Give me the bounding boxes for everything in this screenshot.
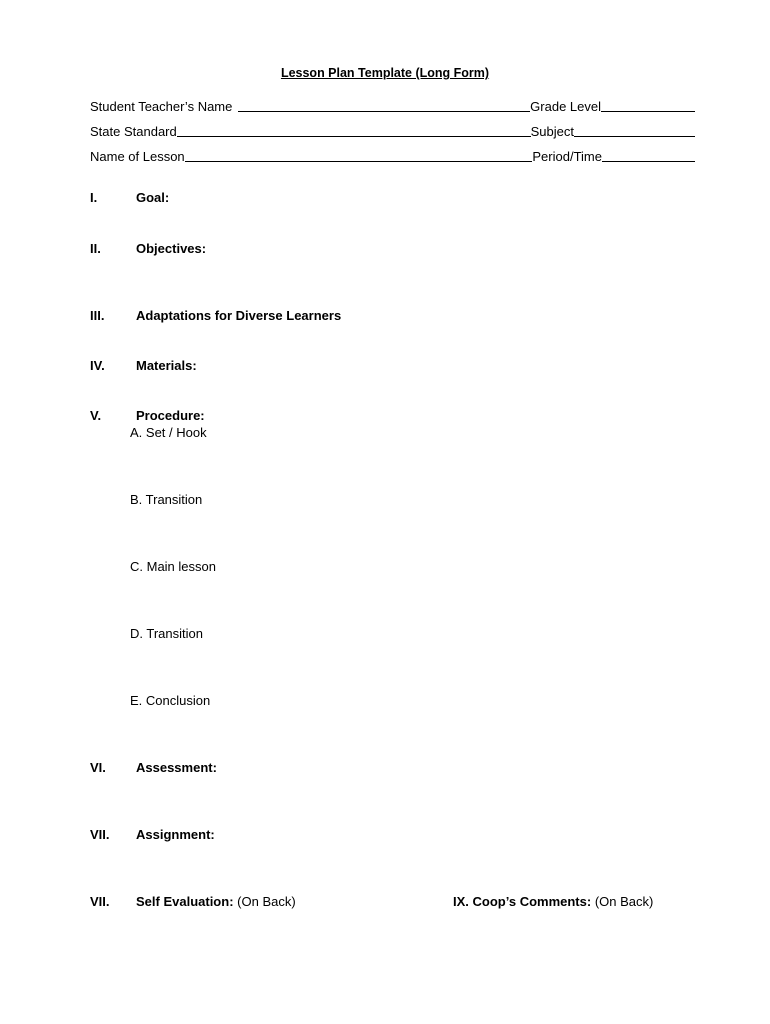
materials-heading: Materials: [136, 358, 197, 373]
student-teacher-row [90, 96, 695, 114]
procedure-step-conclusion: E. Conclusion [130, 693, 211, 708]
period-time-label: Period/Time [532, 149, 602, 164]
procedure-numeral: V. [90, 408, 102, 423]
goal-heading: Goal: [136, 190, 170, 205]
state-standard-field[interactable] [177, 123, 531, 137]
self-evaluation-heading [136, 894, 296, 909]
objectives-heading: Objectives: [136, 241, 207, 256]
subject-field[interactable] [574, 123, 695, 137]
self-evaluation-label: Self Evaluation: [136, 894, 234, 909]
assignment-heading: Assignment: [136, 827, 215, 842]
student-teacher-field[interactable] [238, 98, 530, 112]
materials-numeral: IV. [90, 358, 105, 373]
objectives-numeral: II. [90, 241, 101, 256]
procedure-step-transition-1: B. Transition [130, 492, 203, 507]
grade-level-field[interactable] [601, 98, 695, 112]
procedure-step-transition-2: D. Transition [130, 626, 203, 641]
coop-comments-note: (On Back) [594, 894, 654, 909]
lesson-name-field[interactable] [185, 148, 533, 162]
assessment-numeral: VI. [90, 760, 106, 775]
procedure-step-main-lesson: C. Main lesson [130, 559, 216, 574]
lesson-name-label: Name of Lesson [90, 149, 185, 164]
grade-level-label: Grade Level [530, 99, 601, 114]
page-title: Lesson Plan Template (Long Form) [280, 66, 490, 80]
adaptations-numeral: III. [90, 308, 105, 323]
assessment-heading: Assessment: [136, 760, 217, 775]
goal-numeral: I. [90, 190, 98, 205]
period-time-field[interactable] [602, 148, 695, 162]
lesson-name-row [90, 146, 695, 164]
assignment-numeral: VII. [90, 827, 110, 842]
state-standard-row [90, 121, 695, 139]
self-evaluation-numeral: VII. [90, 894, 110, 909]
coop-comments-label: IX. Coop’s Comments: [453, 894, 592, 909]
coop-comments-heading [453, 894, 653, 909]
procedure-step-set-hook: A. Set / Hook [130, 425, 207, 440]
self-evaluation-note: (On Back) [237, 894, 296, 909]
procedure-heading: Procedure: [136, 408, 205, 423]
student-teacher-label: Student Teacher’s Name [90, 99, 233, 114]
adaptations-heading: Adaptations for Diverse Learners [136, 308, 342, 323]
subject-label: Subject [530, 124, 574, 139]
state-standard-label: State Standard [90, 124, 177, 139]
